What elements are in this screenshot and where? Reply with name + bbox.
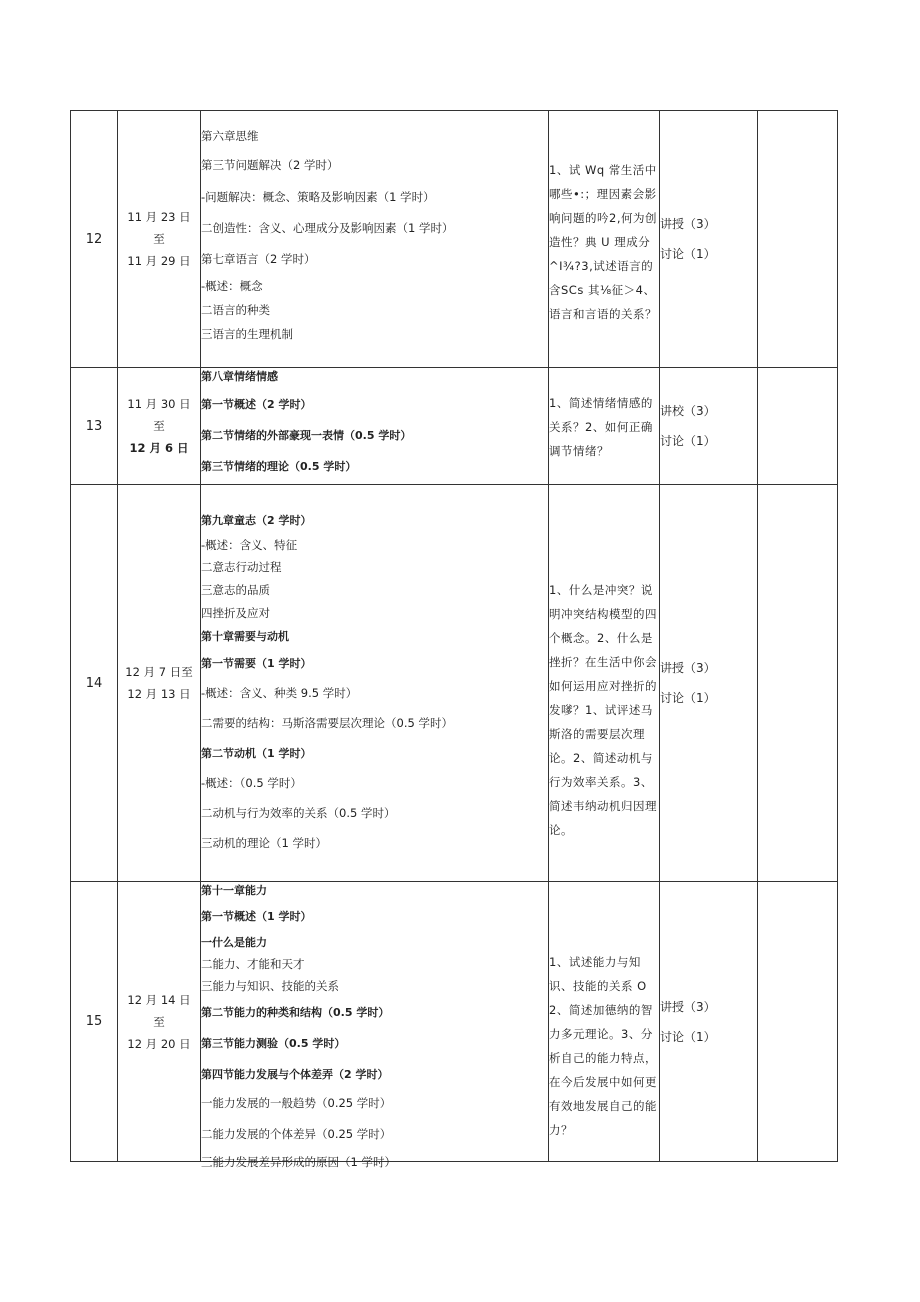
date-range — [118, 368, 201, 485]
method-discussion: 讨论（1） — [660, 691, 716, 705]
date-range — [118, 882, 201, 1162]
review-questions — [549, 485, 660, 882]
question-text: 1、简述情绪情感的关系？2、如何正确调节情绪？ — [549, 396, 653, 458]
content-line: 三意志的品质 — [201, 583, 270, 597]
date-separator: 至 — [153, 1014, 165, 1029]
table-row — [71, 882, 838, 1162]
week-number: 13 — [71, 368, 118, 485]
date-separator: 至 — [153, 419, 165, 433]
date-end: 11 月 29 日 — [127, 254, 191, 268]
teaching-method — [660, 485, 758, 882]
content-line: 第十章需要与动机 — [201, 630, 289, 643]
method-lecture: 讲授（3） — [660, 217, 716, 231]
content-line: 四挫折及应对 — [201, 606, 270, 620]
date-end: 12 月 20 日 — [127, 1036, 191, 1051]
content-line: 第一节需要（1 学时） — [201, 657, 312, 670]
content-cell — [201, 111, 549, 368]
content-line: 第四节能力发展与个体差弄（2 学时） — [201, 1068, 389, 1081]
week-number: 12 — [71, 111, 118, 368]
remark-cell — [758, 485, 838, 882]
review-questions — [549, 111, 660, 368]
content-line: 第九章童志（2 学时） — [201, 514, 312, 527]
method-lecture: 讲授（3） — [660, 661, 716, 675]
question-text: 1、试 Wq 常生活中哪些•:；理因素会影响问题的吟2,何为创造性？典 U 理成分^I¾?3,试述语言的含SCs 其⅛征＞4、语言和言语的关系？ — [549, 163, 657, 321]
content-line: 二意志行动过程 — [201, 560, 282, 574]
content-line: 第二节情绪的外部豪现一表情（0.5 学时） — [201, 429, 412, 442]
content-cell — [201, 368, 549, 485]
method-discussion: 讨论（1） — [660, 434, 716, 448]
content-line: 二语言的种类 — [201, 303, 270, 317]
date-start: 11 月 23 日 — [127, 210, 191, 224]
table-row — [71, 111, 838, 368]
content-line: 三能力发展差异形成的原因（1 学时） — [201, 1155, 396, 1169]
question-text: 1、什么是冲突？说明冲突结构模型的四个概念。2、什么是挫折？在生活中你会如何运用应对挫折的发嗲？1、试评述马斯洛的需要层次理论。2、简述动机与行为效率关系。3、简述韦纳动机归因理论。 — [549, 583, 657, 837]
date-separator: 至 — [153, 232, 165, 246]
teaching-method — [660, 111, 758, 368]
method-discussion: 讨论（1） — [660, 247, 716, 261]
content-line: 第一节概述（2 学时） — [201, 398, 312, 411]
content-line: 第七章语言（2 学时） — [201, 252, 316, 266]
content-line: 二需要的结构：马斯洛需要层次理论（0.5 学时） — [201, 716, 453, 730]
content-line: 第三节能力测验（0.5 学时） — [201, 1037, 346, 1050]
remark-cell — [758, 882, 838, 1162]
method-lecture: 讲授（3） — [660, 999, 716, 1014]
date-end: 12 月 13 日 — [127, 687, 191, 701]
review-questions — [549, 368, 660, 485]
content-line: -概述：（0.5 学时） — [201, 776, 302, 790]
content-cell — [201, 882, 549, 1169]
content-line: 第三节问题解决（2 学时） — [201, 158, 339, 172]
teaching-method — [660, 882, 758, 1162]
content-line: -概述：含义、特征 — [201, 538, 298, 552]
content-line: 一什么是能力 — [201, 936, 267, 949]
content-line: 第六章思维 — [201, 129, 259, 143]
content-line: 三动机的理论（1 学时） — [201, 836, 327, 850]
table-row — [71, 485, 838, 882]
week-number: 15 — [71, 882, 118, 1162]
method-lecture: 讲校（3） — [660, 404, 716, 418]
date-range — [118, 485, 201, 882]
content-line: 二能力发展的个体差异（0.25 学时） — [201, 1127, 392, 1141]
content-line: 第八章情绪情感 — [201, 370, 278, 383]
content-line: 第一节概述（1 学时） — [201, 910, 312, 923]
week-number: 14 — [71, 485, 118, 882]
content-line: 二创造性：含义、心理成分及影响因素（1 学时） — [201, 221, 454, 235]
review-questions — [549, 882, 660, 1162]
content-line: 第二节能力的种类和结构（0.5 学时） — [201, 1006, 390, 1019]
method-discussion: 讨论（1） — [660, 1029, 716, 1044]
remark-cell — [758, 368, 838, 485]
content-line: -概述：概念 — [201, 279, 263, 293]
table-row — [71, 368, 838, 485]
content-line: 二能力、才能和天才 — [201, 957, 305, 971]
content-cell — [201, 485, 549, 882]
teaching-method — [660, 368, 758, 485]
content-line: 第十一章能力 — [201, 884, 267, 897]
content-line: 一能力发展的一般趋势（0.25 学时） — [201, 1096, 392, 1110]
content-line: 三语言的生理机制 — [201, 327, 293, 341]
content-line: 二动机与行为效率的关系（0.5 学时） — [201, 806, 396, 820]
date-start: 12 月 7 日至 — [125, 665, 193, 679]
remark-cell — [758, 111, 838, 368]
date-range — [118, 111, 201, 368]
date-end: 12 月 6 日 — [129, 441, 189, 455]
content-line: 第三节情绪的理论（0.5 学时） — [201, 460, 357, 473]
content-line: 第二节动机（1 学时） — [201, 747, 312, 760]
content-line: -问题解决：概念、策略及影响因素（1 学时） — [201, 190, 435, 204]
content-line: -概述：含义、种类 9.5 学时） — [201, 686, 358, 700]
date-start: 11 月 30 日 — [127, 397, 191, 411]
date-start: 12 月 14 日 — [127, 992, 191, 1007]
schedule-table — [70, 110, 838, 1169]
question-text: 1、试述能力与知识、技能的关系 O2、简述加德纳的智力多元理论。3、分析自己的能力特点，在今后发展中如何更有效地发展自己的能力？ — [549, 955, 657, 1137]
content-line: 三能力与知识、技能的关系 — [201, 979, 339, 993]
